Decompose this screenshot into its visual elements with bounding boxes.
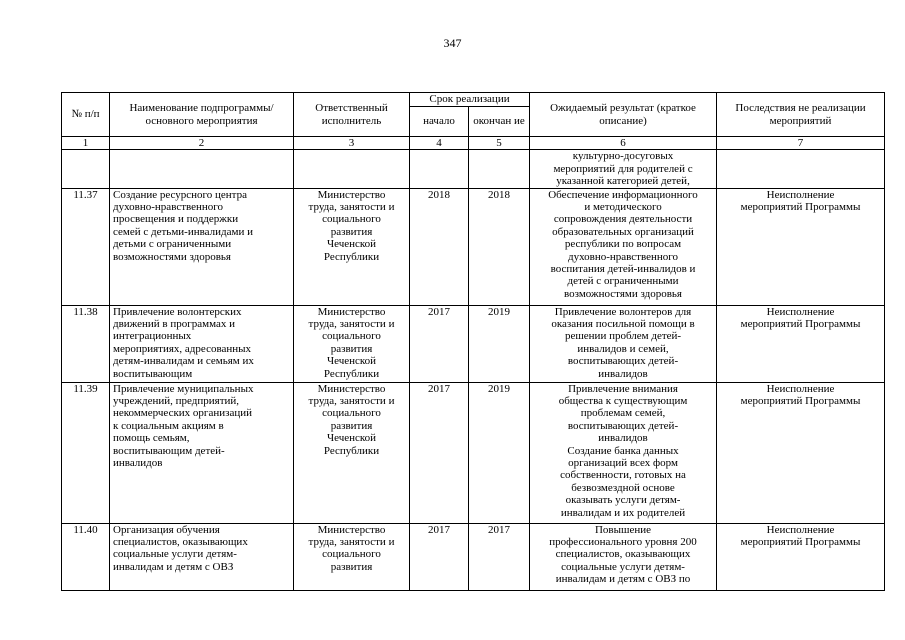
column-number: 7 — [717, 137, 885, 150]
cell-executor: Министерство труда, занятости и социального развития Чеченской Республики — [308, 188, 395, 263]
cell-result: Привлечение внимания общества к существующим проблемам семей, воспитывающих детей- инвалидов Создание банка данных организаций всех форм собственности, готовых на безвозмездной основе оказывать услуги детям- инвалидам и их родителей — [558, 382, 688, 519]
table-body — [62, 150, 885, 590]
cell-end: 2019 — [469, 382, 530, 523]
header-end: окончан ие — [469, 107, 530, 137]
header-executor: Ответственный исполнитель — [294, 93, 410, 137]
page-number: 347 — [443, 36, 462, 50]
cell-start: 2017 — [410, 305, 469, 382]
cell-end: 2019 — [469, 305, 530, 382]
cell-name: Создание ресурсного центра духовно-нравственного просвещения и поддержки семей с детьми-инвалидами и детьми с ограниченными возможностями здоровья — [113, 188, 253, 263]
cell-executor: Министерство труда, занятости и социального развития — [308, 523, 395, 573]
cell-consequences: Неисполнение мероприятий Программы — [740, 188, 861, 214]
column-number: 3 — [294, 137, 410, 150]
cell-executor: Министерство труда, занятости и социального развития Чеченской Республики — [308, 382, 395, 457]
cell-name: Привлечение волонтерских движений в программах и интеграционных мероприятиях, адресованных детям-инвалидам и семьям их воспитывающим — [113, 305, 254, 380]
cell-end: 2018 — [469, 188, 530, 305]
cell-num: 11.37 — [62, 188, 110, 305]
table-row — [62, 188, 885, 305]
column-number: 2 — [110, 137, 294, 150]
column-numbers-row — [62, 137, 885, 150]
cell-start: 2017 — [410, 523, 469, 590]
table-row — [62, 523, 885, 590]
cell-name: Привлечение муниципальных учреждений, предприятий, некоммерческих организаций к социальным акциям в помощь семьям, воспитывающим детей- инвалидов — [113, 382, 254, 470]
cell-executor: Министерство труда, занятости и социального развития Чеченской Республики — [308, 305, 395, 380]
cell-start: 2018 — [410, 188, 469, 305]
cell-consequences — [717, 150, 885, 188]
cell-num — [62, 150, 110, 188]
column-number: 6 — [530, 137, 717, 150]
cell-end — [469, 150, 530, 188]
cell-end: 2017 — [469, 523, 530, 590]
column-number: 1 — [62, 137, 110, 150]
table-header — [62, 93, 885, 150]
cell-num: 11.40 — [62, 523, 110, 590]
cell-name — [110, 150, 294, 188]
cell-start — [410, 150, 469, 188]
header-name: Наименование подпрограммы/ основного мероприятия — [110, 93, 294, 137]
cell-consequences: Неисполнение мероприятий Программы — [740, 305, 861, 331]
cell-result: культурно-досуговых мероприятий для родителей с указанной категорией детей, — [553, 150, 693, 188]
cell-num: 11.39 — [62, 382, 110, 523]
cell-name: Организация обучения специалистов, оказывающих социальные услуги детям- инвалидам и детям с ОВЗ — [113, 523, 248, 573]
cell-consequences: Неисполнение мероприятий Программы — [740, 382, 861, 408]
header-period: Срок реализации — [410, 93, 530, 107]
header-start: начало — [410, 107, 469, 137]
header-num: № п/п — [62, 93, 110, 137]
column-number: 5 — [469, 137, 530, 150]
header-result: Ожидаемый результат (краткое описание) — [530, 93, 717, 137]
cell-result: Привлечение волонтеров для оказания посильной помощи в решении проблем детей- инвалидов и семей, воспитывающих детей- инвалидов — [551, 305, 695, 380]
table-row — [62, 382, 885, 523]
column-number: 4 — [410, 137, 469, 150]
cell-executor — [294, 150, 410, 188]
cell-num: 11.38 — [62, 305, 110, 382]
table-row-continuation — [62, 150, 885, 188]
cell-consequences: Неисполнение мероприятий Программы — [740, 523, 861, 549]
program-activities-table — [61, 92, 885, 591]
cell-result: Повышение профессионального уровня 200 специалистов, оказывающих социальные услуги детям- инвалидам и детям с ОВЗ по — [549, 523, 697, 586]
table-row — [62, 305, 885, 382]
cell-start: 2017 — [410, 382, 469, 523]
header-consequences: Последствия не реализации мероприятий — [717, 93, 885, 137]
cell-result: Обеспечение информационного и методического сопровождения деятельности образовательных организаций республики по вопросам духовно-нравственного воспитания детей-инвалидов и детей с ограниченными возможностями здоровья — [548, 188, 698, 300]
